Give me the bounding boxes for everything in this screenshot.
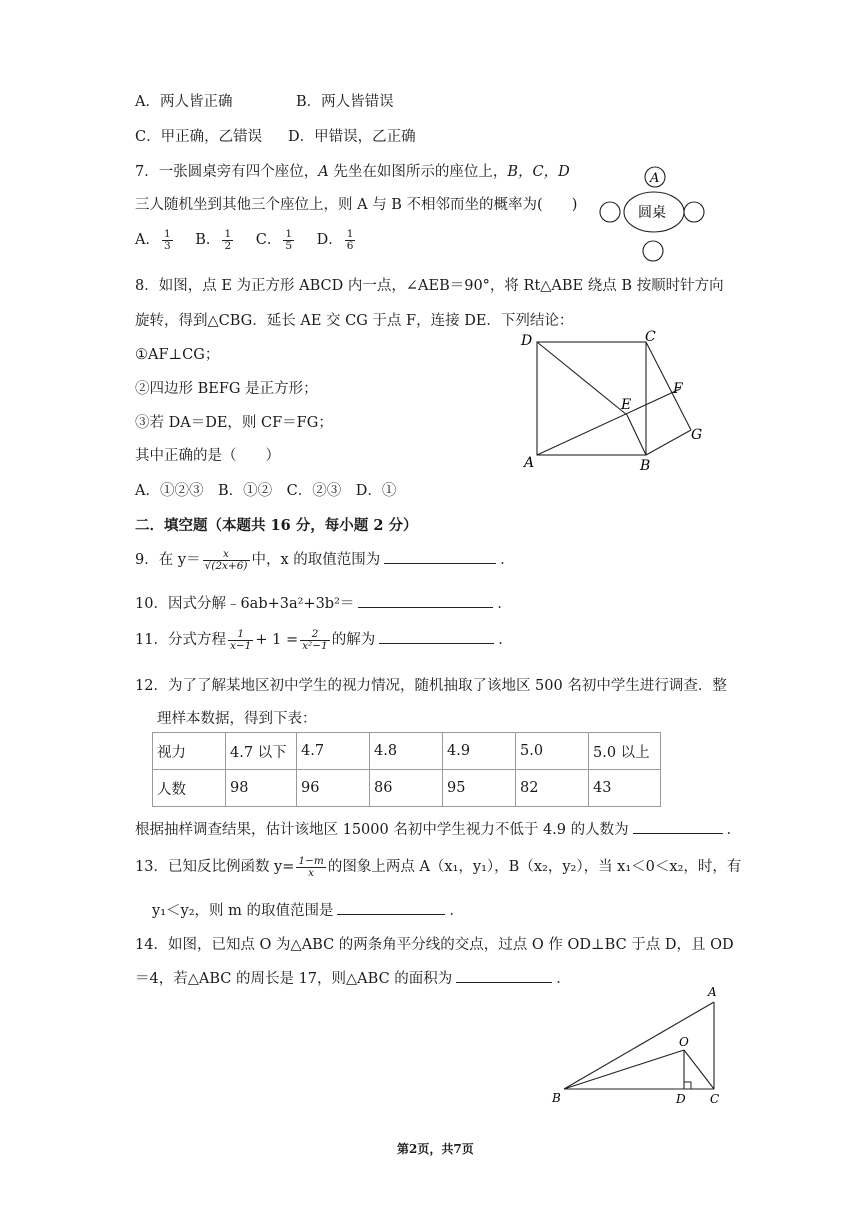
q9-answer-blank: [384, 549, 496, 564]
q7-line2: 三人随机坐到其他三个座位上，则 A 与 B 不相邻而坐的概率为( ): [135, 197, 578, 213]
table-cell: 视力: [153, 733, 226, 770]
segment-ba: [564, 1002, 714, 1089]
table-label: 圆桌: [638, 205, 666, 221]
q10-line: 10．因式分解﹣6ab+3a²+3b²＝ ．: [135, 592, 512, 613]
seat-left: [600, 202, 620, 222]
seat-bottom: [643, 241, 663, 261]
table-row: [153, 770, 661, 807]
label-d: D: [676, 1092, 686, 1106]
q7-frac-a: $\frac{1}{3}$: [163, 227, 171, 252]
square-rotation-figure: [515, 326, 715, 474]
q7-frac-d: $\frac{1}{6}$: [346, 227, 354, 252]
q11-line: 11．分式方程 $\frac{1}{x-1}$ + 1 = $\frac{2}{\text{x²−1}}$ 的解为 ．: [135, 627, 513, 652]
label-b: B: [552, 1091, 561, 1105]
label-o: O: [679, 1035, 689, 1049]
q8-ask: 其中正确的是（ ）: [135, 448, 280, 464]
segment-eb: [627, 415, 646, 455]
q7-line1: 7．一张圆桌旁有四个座位，A 先坐在如图所示的座位上，B，C，D: [135, 164, 570, 180]
q9-line: 9．在 y＝ $\frac{x}{√(2x+6)}$ 中，x 的取值范围为 ．: [135, 547, 515, 572]
label-a: A: [708, 985, 717, 999]
segment-af: [537, 389, 680, 455]
q8-line1: 8．如图，点 E 为正方形 ABCD 内一点，∠AEB＝90°，将 Rt△ABE 绕点 B 按顺时针方向: [135, 278, 724, 294]
q6-option-b: B．两人皆错误: [296, 94, 394, 110]
q6-option-d: D．甲错误，乙正确: [288, 129, 416, 145]
table-cell: 4.7 以下: [226, 733, 297, 770]
seat-a-label: A: [650, 171, 660, 186]
label-c: C: [645, 329, 656, 345]
q12-answer-blank: [633, 819, 723, 834]
round-table-figure: [596, 164, 708, 264]
seat-right: [684, 202, 704, 222]
table-cell: 5.0: [516, 733, 589, 770]
q14-answer-blank: [456, 968, 552, 983]
table-cell: 人数: [153, 770, 226, 807]
q13-fraction: $\frac{1-m}{x}$: [298, 854, 324, 879]
vision-table: [152, 732, 661, 807]
label-b: B: [640, 458, 651, 474]
table-row: [153, 733, 661, 770]
table-cell: 95: [443, 770, 516, 807]
q7-options: A． $\frac{1}{3}$ B． $\frac{1}{2}$ C． $\frac{1}{5}$ D． $\frac{1}{6}$: [135, 227, 354, 252]
table-cell: 86: [370, 770, 443, 807]
q11-fraction-2: $\frac{2}{\text{x²−1}}$: [302, 627, 328, 652]
segment-bo: [564, 1050, 684, 1089]
label-c: C: [710, 1092, 720, 1106]
section-fill-in-title: 二．填空题（本题共 16 分，每小题 2 分）: [135, 517, 418, 534]
segment-de: [537, 342, 627, 415]
table-cell: 4.9: [443, 733, 516, 770]
label-g: G: [691, 427, 703, 443]
q13-answer-blank: [337, 900, 445, 915]
q7-frac-b: $\frac{1}{2}$: [224, 227, 232, 252]
q14-line2: ＝4，若△ABC 的周长是 17，则△ABC 的面积为 ．: [135, 967, 571, 988]
right-angle-mark: [684, 1082, 691, 1089]
q13-line2: y₁＜y₂，则 m 的取值范围是 ．: [152, 899, 464, 920]
q8-conclusion-3: ③若 DA＝DE，则 CF＝FG；: [135, 415, 333, 431]
q12-line1: 12．为了了解某地区初中学生的视力情况，随机抽取了该地区 500 名初中学生进行调查．整: [135, 678, 727, 694]
table-cell: 98: [226, 770, 297, 807]
label-a: A: [524, 455, 535, 471]
q6-option-c: C．甲正确，乙错误: [135, 129, 263, 145]
triangle-abc-figure: [548, 982, 728, 1106]
q12-line3: 根据抽样调查结果，估计该地区 15000 名初中学生视力不低于 4.9 的人数为 ．: [135, 818, 741, 839]
table-cell: 82: [516, 770, 589, 807]
page-footer: 第2页，共7页: [397, 1142, 474, 1156]
q6-option-a: A．两人皆正确: [135, 94, 233, 110]
segment-bg: [646, 430, 691, 455]
q14-line1: 14．如图，已知点 O 为△ABC 的两条角平分线的交点，过点 O 作 OD⊥BC 于点 D，且 OD: [135, 937, 734, 953]
q8-conclusion-1: ①AF⊥CG；: [135, 347, 220, 363]
label-f: F: [673, 381, 683, 397]
q11-answer-blank: [379, 629, 494, 644]
q8-conclusion-2: ②四边形 BEFG 是正方形；: [135, 381, 318, 397]
table-cell: 5.0 以上: [589, 733, 661, 770]
q10-answer-blank: [358, 593, 493, 608]
q12-line2: 理样本数据，得到下表：: [157, 711, 317, 727]
q9-fraction: $\frac{x}{√(2x+6)}$: [204, 547, 248, 572]
table-cell: 43: [589, 770, 661, 807]
table-cell: 4.7: [297, 733, 370, 770]
segment-cg: [646, 342, 691, 430]
table-cell: 4.8: [370, 733, 443, 770]
q8-line2: 旋转，得到△CBG．延长 AE 交 CG 于点 F，连接 DE．下列结论：: [135, 313, 574, 329]
label-d: D: [521, 333, 533, 349]
q13-line1: 13．已知反比例函数 y= $\frac{1-m}{x}$ 的图象上两点 A（x₁，y₁），B（x₂，y₂），当 x₁＜0＜x₂，时，有: [135, 854, 742, 879]
segment-oc: [684, 1050, 714, 1089]
table-cell: 96: [297, 770, 370, 807]
label-e: E: [621, 397, 632, 413]
q7-frac-c: $\frac{1}{5}$: [285, 227, 293, 252]
q11-fraction-1: $\frac{1}{x-1}$: [229, 627, 252, 652]
q8-options: A．①②③ B．①② C．②③ D．①: [135, 483, 397, 499]
